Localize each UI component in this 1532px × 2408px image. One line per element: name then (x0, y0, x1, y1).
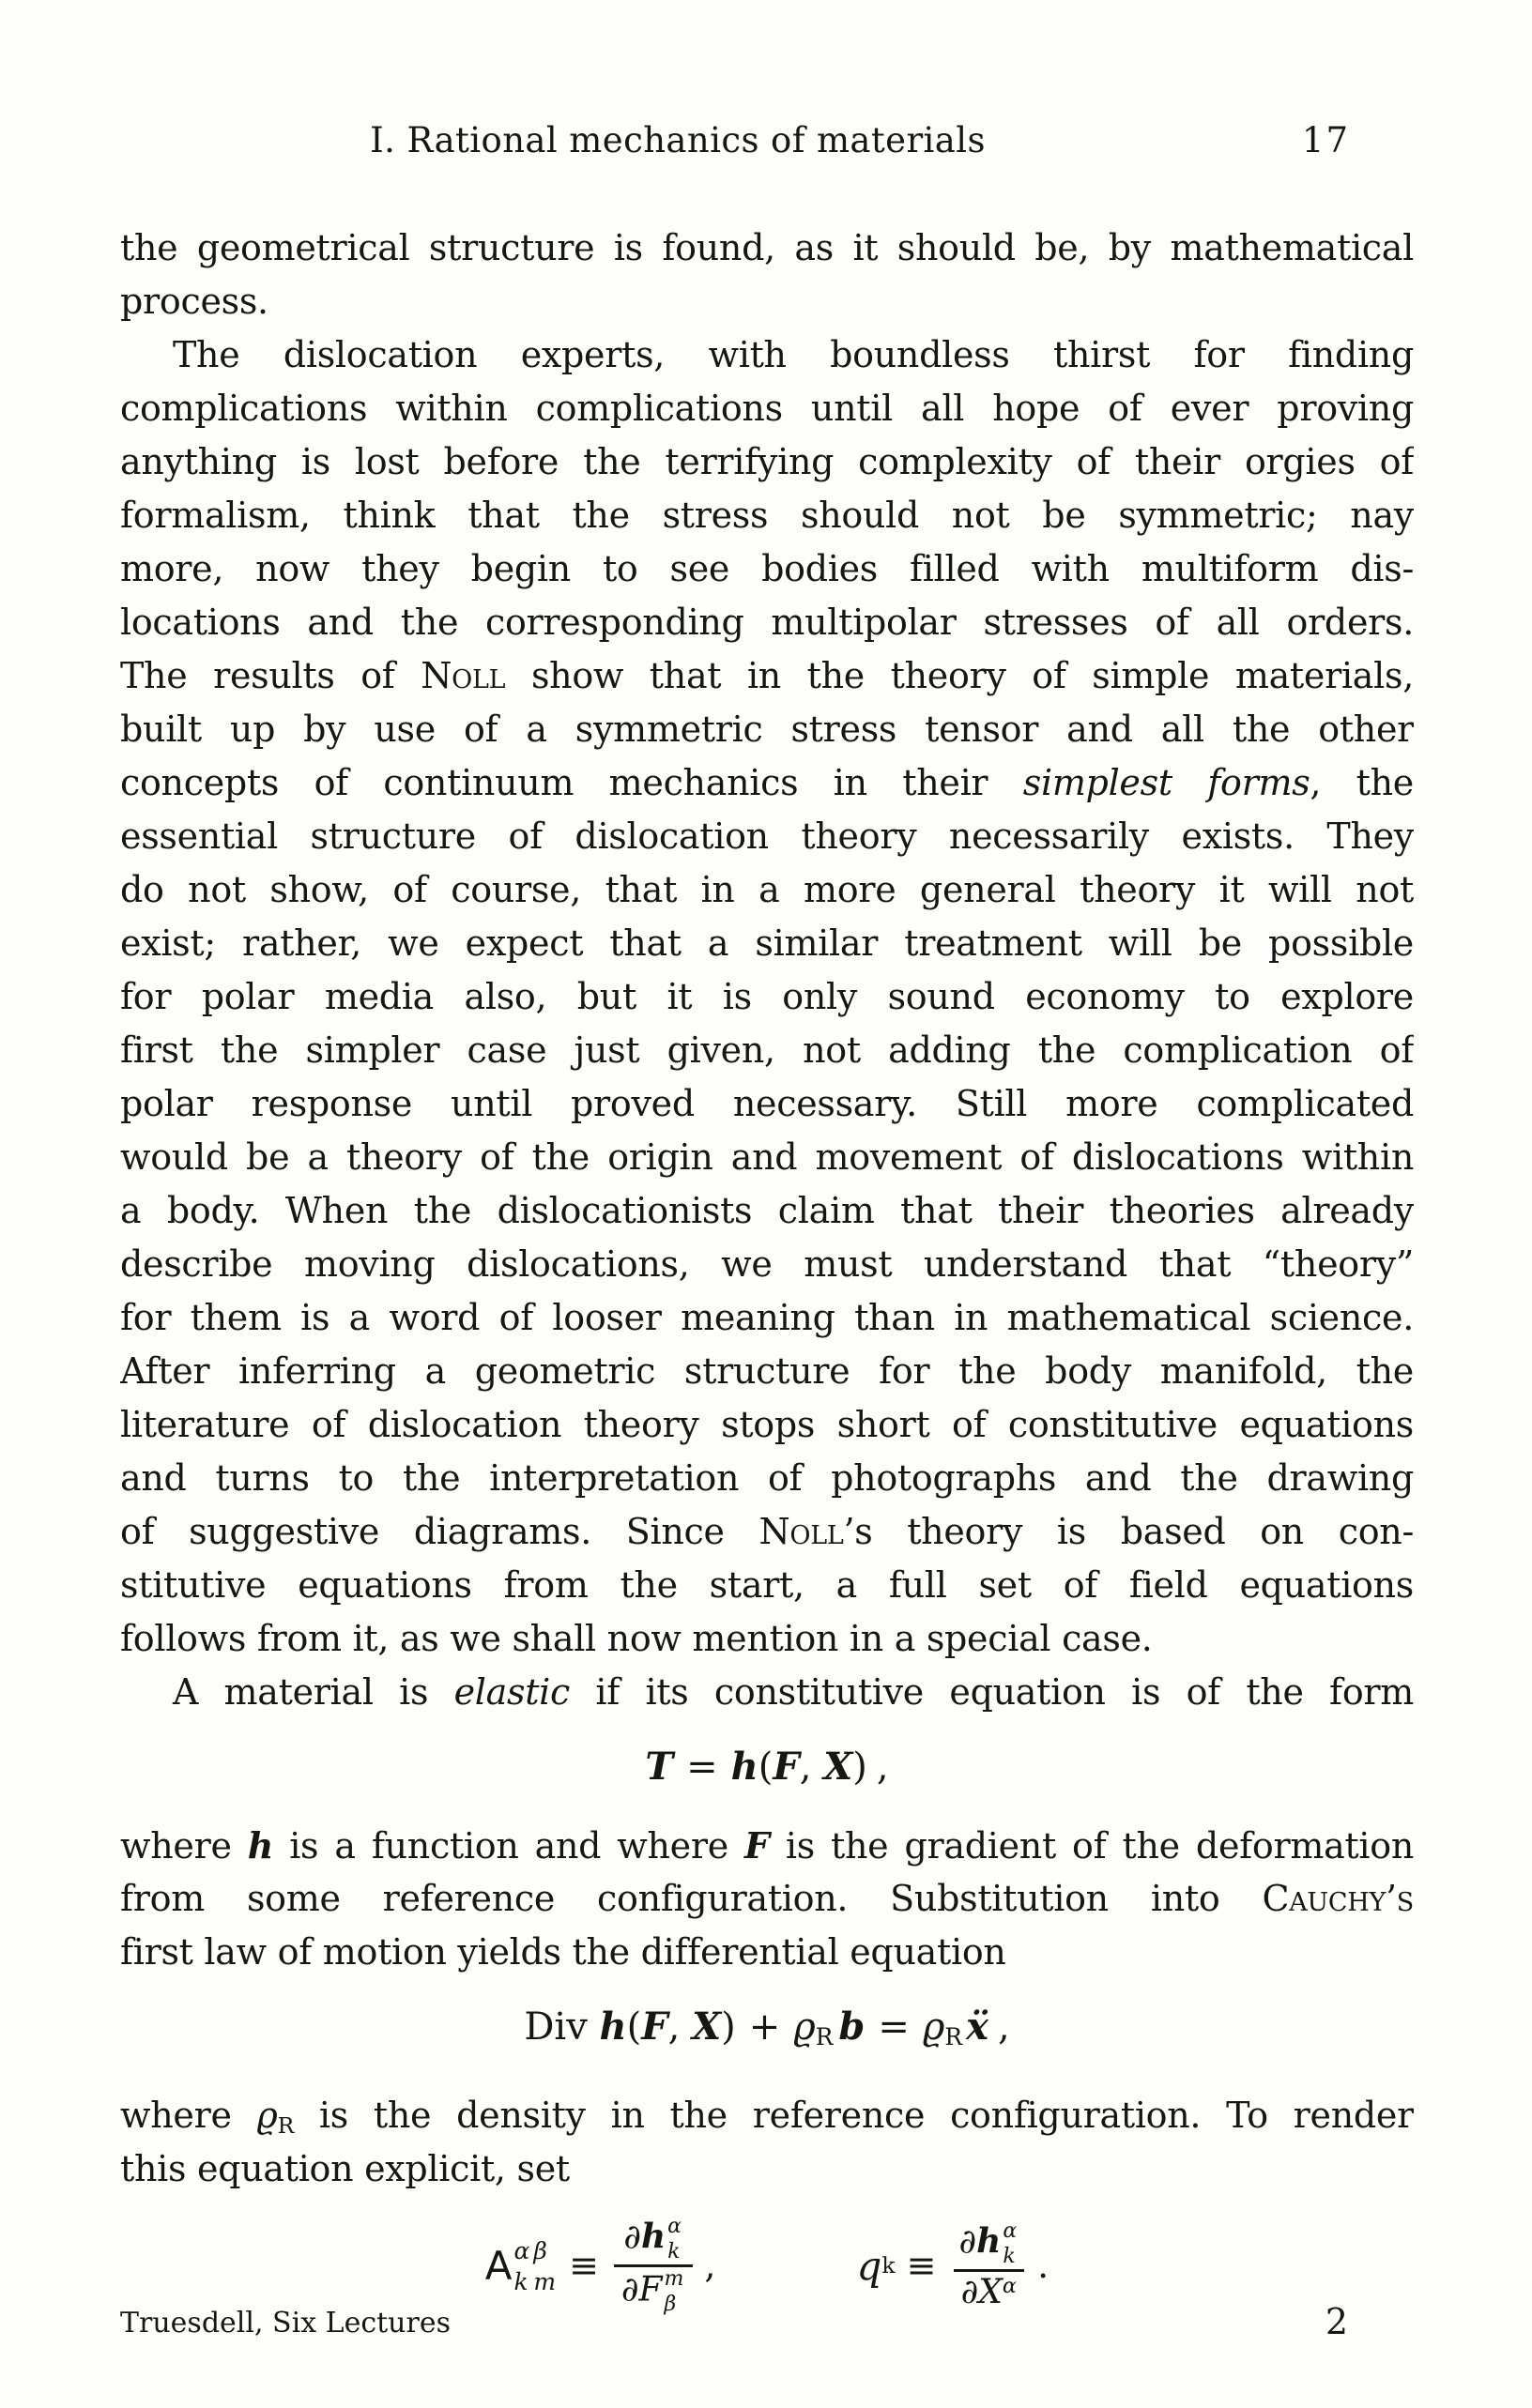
text-line (120, 1184, 1414, 1238)
text-line (120, 970, 1414, 1024)
text-segment: After inferring a geometric structure for the body manifold, the (120, 1350, 1414, 1392)
rho-symbol: ϱ (793, 2005, 816, 2049)
subscript-beta: β (664, 2293, 677, 2317)
equals-sign: = (686, 1745, 718, 1789)
superscript-m: m (664, 2267, 684, 2292)
equiv-sign: ≡ (569, 2244, 599, 2286)
symbol-X: X (978, 2272, 1003, 2311)
text-line (120, 328, 1414, 382)
subscript-R: R (815, 2023, 834, 2051)
text-segment: stitutive equations from the start, a full set of field equations (120, 1564, 1414, 1606)
div-operator: Div (524, 2005, 600, 2049)
text-line (120, 1452, 1414, 1505)
indices-alpha-over-k (1003, 2218, 1018, 2268)
text-segment: F (744, 1824, 770, 1867)
subscript-k: k (667, 2240, 681, 2264)
text-line (120, 1238, 1414, 1291)
text-line (120, 703, 1414, 756)
symbol-A: A (484, 2242, 513, 2289)
tensor-F: F (773, 1745, 800, 1789)
text-line (120, 435, 1414, 489)
text-line (120, 756, 1414, 810)
subscript-m: m (533, 2267, 557, 2295)
text-segment: first the simpler case just given, not adding the complication of (120, 1029, 1414, 1071)
running-head: I. Rational mechanics of materials (370, 120, 986, 160)
fraktur-h-symbol: h (730, 1745, 758, 1789)
text-segment: formalism, think that the stress should not be symmetric; nay (120, 495, 1414, 536)
fraktur-h-symbol: h (599, 2004, 627, 2049)
text-segment: Noll (421, 655, 506, 696)
fraktur-h-symbol: h (640, 2217, 666, 2257)
text-segment: Cauchy’s (1262, 1878, 1414, 1919)
text-segment: where (120, 1825, 248, 1867)
text-line (120, 275, 1414, 328)
text-segment: Noll (758, 1511, 844, 1552)
text-segment: for polar media also, but it is only sound economy to explore (120, 976, 1414, 1017)
text-line (120, 382, 1414, 435)
page-footer (120, 2301, 1414, 2342)
superscript-beta: β (533, 2236, 547, 2264)
text-line (120, 1666, 1414, 1719)
text-segment: do not show, of course, that in a more general theory it will not (120, 869, 1414, 910)
comma: , (704, 2244, 716, 2286)
text-segment: the geometrical structure is found, as it should be, by mathematical (120, 227, 1414, 268)
equals-sign: = (878, 2005, 910, 2049)
page-number: 17 (1301, 120, 1350, 160)
comma: , (997, 2005, 1010, 2049)
text-line (120, 489, 1414, 542)
partial-symbol: ∂ (620, 2270, 639, 2309)
superscript-alpha: α (1003, 2218, 1018, 2243)
text-line (120, 1291, 1414, 1345)
separator: , (667, 2005, 693, 2049)
text-segment: is a function and where (273, 1825, 745, 1867)
text-line (120, 1345, 1414, 1398)
tensor-F: F (641, 2004, 668, 2049)
text-segment: show that in the theory of simple materials, (505, 655, 1414, 696)
text-segment: more, now they begin to see bodies filled with multiform dis- (120, 548, 1414, 589)
text-segment: ’s theory is based on con- (843, 1511, 1414, 1552)
partial-symbol: ∂ (960, 2272, 979, 2311)
subscript-k: k (513, 2267, 529, 2295)
period: . (1037, 2244, 1049, 2286)
definition-q (856, 2219, 1049, 2313)
text-segment: locations and the corresponding multipolar stresses of all orders. (120, 602, 1414, 643)
page-body (120, 221, 1414, 2330)
text-segment: A material is (173, 1671, 454, 1713)
text-segment: first law of motion yields the differential equation (120, 1931, 1006, 1973)
text-segment: where (120, 2095, 257, 2137)
text-line (120, 863, 1414, 917)
close-paren: ) (852, 1745, 867, 1789)
text-segment: of suggestive diagrams. Since (120, 1511, 759, 1552)
page-header (120, 120, 1414, 167)
text-segment: for them is a word of looser meaning than in mathematical science. (120, 1297, 1414, 1338)
symbol-q: q (856, 2242, 882, 2289)
text-segment: exist; rather, we expect that a similar treatment will be possible (120, 922, 1414, 964)
text-segment: , the (1310, 762, 1414, 803)
text-line (120, 1398, 1414, 1452)
symbol-F: F (638, 2270, 663, 2309)
indices-beta-over-m (533, 2236, 557, 2295)
x-double-dot: ẍ (966, 2004, 988, 2049)
text-segment: follows from it, as we shall now mention in a special case. (120, 1618, 1153, 1659)
text-line (120, 2089, 1414, 2142)
text-line (120, 810, 1414, 863)
text-line (120, 1612, 1414, 1666)
text-segment: simplest forms (1022, 762, 1310, 803)
text-segment: essential structure of dislocation theory necessarily exists. They (120, 815, 1414, 857)
partial-symbol: ∂ (623, 2217, 641, 2257)
text-segment: this equation explicit, set (120, 2148, 570, 2190)
text-line (120, 1024, 1414, 1077)
text-line (120, 1819, 1414, 1872)
partial-fraction-X (952, 2219, 1027, 2313)
rho-symbol: ϱ (922, 2005, 945, 2049)
text-segment: polar response until proved necessary. Still more complicated (120, 1083, 1414, 1124)
text-segment: R (277, 2112, 295, 2140)
subscript-R: R (944, 2023, 963, 2051)
text-segment: The dislocation experts, with boundless thirst for finding (173, 334, 1414, 375)
text-line (120, 1077, 1414, 1131)
separator: , (799, 1745, 824, 1789)
text-line (120, 1505, 1414, 1559)
text-segment: and turns to the interpretation of photographs and the drawing (120, 1457, 1414, 1499)
text-segment: elastic (453, 1671, 571, 1713)
fraktur-h-symbol: h (247, 1824, 274, 1867)
text-segment: ϱ (256, 2095, 278, 2137)
open-paren: ( (758, 1745, 774, 1789)
text-line (120, 1559, 1414, 1612)
text-line (120, 2142, 1414, 2196)
text-line (120, 221, 1414, 275)
plus-sign: + (748, 2005, 781, 2049)
text-line (120, 542, 1414, 596)
text-segment: from some reference configuration. Substitution into (120, 1878, 1263, 1919)
superscript-alpha: α (513, 2236, 530, 2264)
text-line (120, 1872, 1414, 1926)
indices-alpha-over-k (667, 2217, 682, 2263)
vector-X: X (692, 2004, 722, 2049)
text-line (120, 1131, 1414, 1184)
text-segment: would be a theory of the origin and movement of dislocations within (120, 1136, 1414, 1178)
equiv-sign: ≡ (906, 2244, 937, 2286)
text-segment: concepts of continuum mechanics in their (120, 762, 1023, 803)
text-line (120, 596, 1414, 649)
equation-elastic-law (120, 1734, 1414, 1800)
text-segment: The results of (120, 655, 421, 696)
superscript-alpha: α (667, 2215, 682, 2239)
partial-symbol: ∂ (958, 2222, 977, 2262)
text-segment: is the density in the reference configuration. To render (294, 2095, 1414, 2137)
text-line (120, 917, 1414, 970)
running-signature: Truesdell, Six Lectures (120, 2307, 451, 2339)
text-segment: complications within complications until all hope of ever proving (120, 388, 1414, 429)
text-segment: if its constitutive equation is of the form (570, 1671, 1414, 1713)
text-segment: is the gradient of the deformation (769, 1825, 1414, 1867)
indices-alpha-over-k (513, 2236, 530, 2295)
subscript-k: k (881, 2251, 896, 2278)
text-segment: a body. When the dislocationists claim that their theories already (120, 1190, 1414, 1231)
comma: , (876, 1745, 889, 1789)
equation-motion-law (120, 1994, 1414, 2070)
vector-X: X (823, 1745, 853, 1789)
fraction-numerator (952, 2219, 1027, 2269)
text-segment: literature of dislocation theory stops short of constitutive equations (120, 1404, 1414, 1445)
text-segment: process. (120, 281, 268, 322)
text-segment: anything is lost before the terrifying complexity of their orgies of (120, 441, 1414, 482)
superscript-alpha: α (1002, 2273, 1017, 2298)
tensor-T: T (645, 1745, 674, 1789)
subscript-k: k (1003, 2244, 1016, 2268)
text-line (120, 1926, 1414, 1979)
text-segment: built up by use of a symmetric stress tensor and all the other (120, 709, 1414, 750)
close-paren: ) (721, 2005, 736, 2049)
sheet-number: 2 (1325, 2301, 1348, 2342)
text-segment: describe moving dislocations, we must understand that “theory” (120, 1243, 1414, 1285)
fraction-numerator (616, 2215, 691, 2264)
text-line (120, 649, 1414, 703)
open-paren: ( (626, 2005, 642, 2049)
fraktur-h-symbol: h (976, 2221, 1002, 2262)
vector-b: b (838, 2004, 866, 2049)
